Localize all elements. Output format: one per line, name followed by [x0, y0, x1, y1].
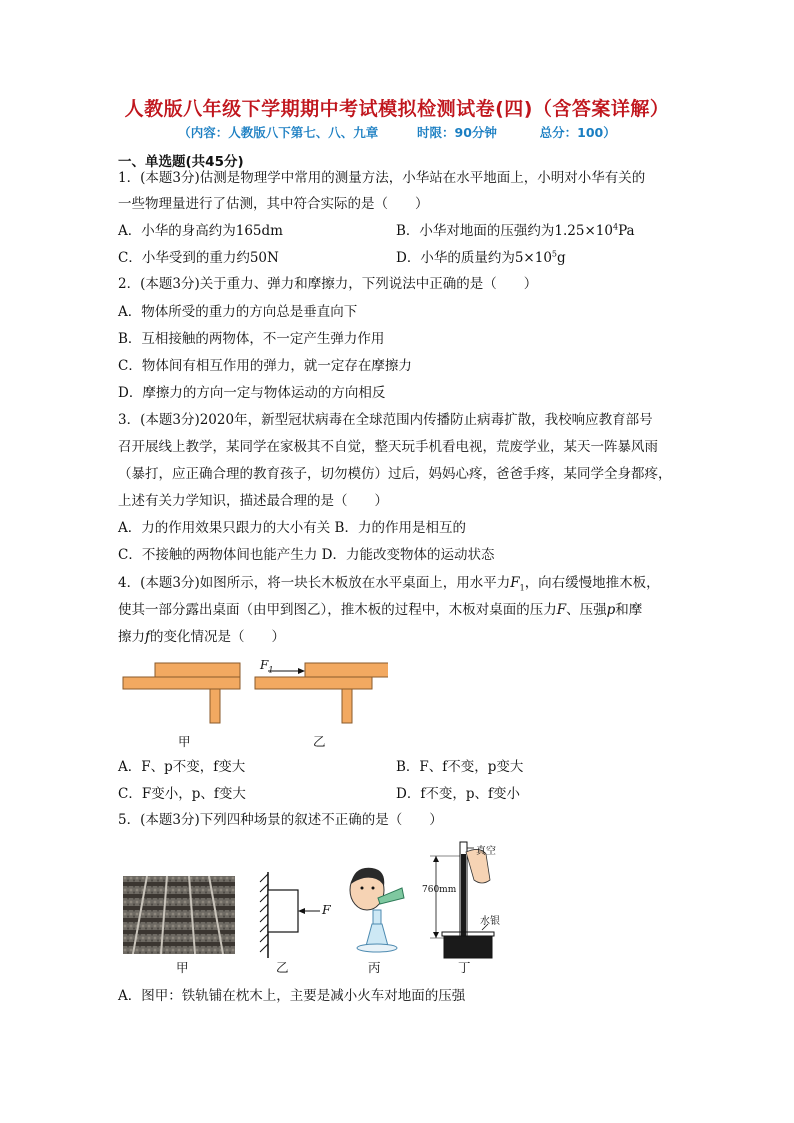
q4-table-top-yi [255, 677, 372, 689]
q5-label-bing: 丙 [368, 960, 381, 975]
q5-person-bottle-figure [342, 862, 412, 958]
section-title: 一、单选题(共45分) [118, 154, 244, 170]
q4-board-jia [155, 663, 240, 677]
q4-stem-text: 4．(本题3分)如图所示，将一块长木板放在水平桌面上，用水平力 [118, 575, 511, 591]
q5-force-label: F [322, 902, 331, 917]
subtitle-content: （内容：人教版八下第七、八、九章 [178, 125, 379, 140]
q4-stem2-text: 使其一部分露出桌面（由甲到图乙），推木板的过程中，木板对桌面的压力 [118, 602, 557, 618]
exam-subtitle [0, 123, 794, 141]
q4-stem2-end: 和摩 [615, 602, 643, 618]
q5-label-yi: 乙 [276, 960, 289, 975]
q1-stem-line1: 1．(本题3分)估测是物理学中常用的测量方法，小华站在水平地面上，小明对小华有关的 [118, 170, 646, 186]
q4-stem-line2 [118, 600, 642, 620]
q5-mercury-label: 水银 [480, 916, 500, 927]
q2-stem: 2．(本题3分)关于重力、弹力和摩擦力，下列说法中正确的是（ ） [118, 276, 538, 292]
q4-pressure-force-symbol: F [556, 602, 567, 618]
q1-option-d [396, 248, 566, 268]
q4-table-leg-yi [342, 689, 352, 723]
q4-friction-symbol: f [145, 629, 150, 645]
q4-fig-force-f: F [260, 658, 269, 672]
q2-option-c: C．物体间有相互作用的弹力，就一定存在摩擦力 [118, 358, 412, 374]
q1-option-b-unit: Pa [618, 223, 635, 239]
exam-title: 人教版八年级下学期期中考试模拟检测试卷(四)（含答案详解） [124, 98, 670, 120]
q4-force-label [260, 658, 274, 675]
q1-stem-line2: 一些物理量进行了估测，其中符合实际的是（ ） [118, 196, 429, 212]
q4-force-symbol: F [510, 575, 520, 591]
subtitle-time: 时限：90分钟 [417, 125, 497, 140]
q4-pressure-symbol: p [606, 602, 616, 618]
q4-board-figure [118, 655, 388, 725]
q5-vacuum-label: 真空 [476, 846, 496, 857]
q2-option-d: D．摩擦力的方向一定与物体运动的方向相反 [118, 385, 386, 401]
q5-barometer-figure [420, 840, 500, 960]
q4-option-c: C．F变小，p、f变大 [118, 786, 246, 802]
q3-stem-line2: 召开展线上教学，某同学在家极其不自觉，整天玩手机看电视，荒废学业，某天一阵暴风雨 [118, 439, 658, 455]
q1-option-d-exp: 5 [551, 249, 557, 259]
q3-stem-line1: 3．(本题3分)2020年，新型冠状病毒在全球范围内传播防止病毒扩散，我校响应教育部号 [118, 412, 653, 428]
q4-option-b: B．F、f不变，p变大 [396, 759, 524, 775]
q1-option-a: A．小华的身高约为165dm [118, 223, 283, 239]
q1-option-b-exp: 4 [612, 222, 619, 232]
q3-stem-line4: 上述有关力学知识，描述最合理的是（ ） [118, 493, 388, 509]
q4-table-top-jia [123, 677, 240, 689]
q1-option-c: C．小华受到的重力约50N [118, 250, 279, 266]
q4-label-yi: 乙 [313, 734, 326, 749]
q4-stem-line1 [118, 573, 660, 593]
q3-option-ab: A．力的作用效果只跟力的大小有关 B．力的作用是相互的 [118, 520, 466, 536]
q4-stem2-mid: 、压强 [566, 602, 607, 618]
q4-option-a: A．F、p不变，f变大 [118, 759, 246, 775]
q5-stem: 5．(本题3分)下列四种场景的叙述不正确的是（ ） [118, 812, 443, 828]
q2-option-a: A．物体所受的重力的方向总是垂直向下 [118, 304, 358, 320]
subtitle-score: 总分：100） [539, 125, 616, 140]
q5-option-a: A．图甲：铁轨铺在枕木上，主要是减小火车对地面的压强 [118, 988, 466, 1004]
q4-option-d: D．f不变，p、f变小 [396, 786, 520, 802]
q1-option-b-text: B．小华对地面的压强约为1.25×10 [396, 223, 613, 239]
q4-stem3-text: 擦力 [118, 629, 145, 645]
q5-label-jia: 甲 [176, 960, 189, 975]
q1-option-d-text: D．小华的质量约为5×10 [396, 250, 552, 266]
q2-option-b: B．互相接触的两物体，不一定产生弹力作用 [118, 331, 385, 347]
q5-railway-photo [123, 876, 235, 954]
q4-force-arrowhead [298, 668, 305, 674]
q5-height-label: 760mm [422, 885, 457, 895]
q3-option-cd: C．不接触的两物体间也能产生力 D．力能改变物体的运动状态 [118, 547, 495, 563]
q4-table-leg-jia [210, 689, 220, 723]
q4-fig-force-sub: 1 [268, 665, 274, 675]
q5-label-ding: 丁 [458, 960, 471, 975]
q4-stem3-end: 的变化情况是（ ） [150, 629, 285, 645]
q3-stem-line3: （暴打，应正确合理的教育孩子，切勿模仿）过后，妈妈心疼，爸爸手疼，某同学全身都疼， [118, 466, 672, 482]
q4-stem-text-end: ，向右缓慢地推木板， [524, 575, 660, 591]
q4-label-jia: 甲 [178, 734, 191, 749]
q4-stem-line3 [118, 627, 285, 647]
q4-force-sub: 1 [519, 583, 525, 593]
q1-option-d-unit: g [557, 250, 566, 266]
q4-board-yi [305, 663, 388, 677]
q1-option-b [396, 221, 635, 241]
